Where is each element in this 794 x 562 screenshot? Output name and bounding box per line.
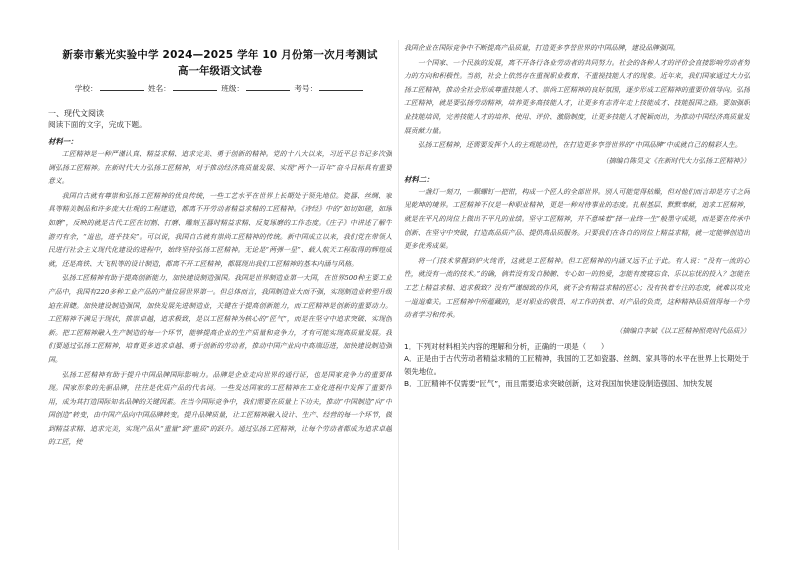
material-one-paragraph: 一个国家、一个民族的发展，离不开各行各业劳动者的共同努力。社会的各种人才的评价会直接影响劳动者努力的方向和积极性。当前，社会上依然存在重视职业教育、不重视技能人才的现象。近年来，我们国家通过大力弘扬工匠精神，推动全社会形成尊重技能人才、崇尚工匠精神的良好氛围，逐步形成工匠精神的重要价值导向。弘扬工匠精神，就是要弘扬劳动精神，培养更多高技能人才，让更多有志青年走上技能成才、技能报国之路。要加强职业技能培训，完善技能人才的培养、使用、评价、激励制度，让更多技能人才脱颖而出，为推动中国经济高质量发展贡献力量。 xyxy=(404,58,750,135)
material-two-source: （摘编自李斌《以工匠精神照亮时代品质》） xyxy=(615,326,750,335)
material-one-paragraph: 弘扬工匠精神有助于提高创新能力，加快建设制造强国。我国是世界制造业第一大国，在世界500种主要工业产品中，我国有220多种工业产品的产量位居世界第一。但总体而言，我国制造业大而不强，实现制造业转型升级迫在眉睫。加快建设制造强国，加快发展先进制造业，关键在于提高创新能力，而工匠精神是创新的重要动力。工匠精神不满足于现状，推崇卓越，追求极致，是以工匠精神为核心的“匠气”，而是在坚守中追求突破、实现创新。把工匠精神融入生产制造的每一个环节，能够提高企业的生产质量和竞争力，才有可能实现高质量发展。我们要通过弘扬工匠精神，培育更多追求卓越、勇于创新的劳动者，推动中国产业向中高端迈进，加快建设制造强国。 xyxy=(48,274,392,364)
school-label: 学校： xyxy=(74,84,98,93)
name-label: 姓名： xyxy=(148,84,171,93)
material-one-continuation: 我国企业在国际竞争中不断提高产品质量，打造更多享誉世界的中国品牌，建设品牌强国。 xyxy=(404,44,680,52)
material-two-paragraph: 将一门技术掌握到炉火纯青，这就是工匠精神。但工匠精神的内涵又远不止于此。有人说：“没有一流的心性，就没有一流的技术。”的确，倘若没有发自肺腑、专心如一的热爱，怎能有废寝忘食、乐以忘忧的投入？怎能在工艺上精益求精、追求极致？没有严谨细致的作风，就不会有精益求精的匠心；没有执着专注的态度，就难以攻克一道道难关。工匠精神中所蕴藏的，是对职业的敬畏、对工作的执着、对产品的负责，这种精神品质值得每一个劳动者学习和传承。 xyxy=(404,256,750,320)
material-one-paragraph: 弘扬工匠精神有助于提升中国品牌国际影响力。品牌是企业走向世界的通行证，也是国家竞争力的重要体现。国家形象的先驱品牌，往往是优质产品的代名词。一些发达国家的工匠精神在工业化进程中发挥了重要作用，成为其打造国际知名品牌的关键因素。在当今国际竞争中，我们需要在质量上下功夫，推动“中国制造”向“中国创造”转变，由中国产品向中国品牌转变。提升品牌质量，让工匠精神融入设计、生产、经营的每一个环节，做到精益求精、追求完美，实现产品从“重量”到“重质”的跃升。通过弘扬工匠精神，让每个劳动者都成为追求卓越的工匠，使 xyxy=(48,370,392,447)
material-two-label: 材料二： xyxy=(404,174,434,184)
left-column xyxy=(48,0,392,562)
material-one-paragraph: 弘扬工匠精神，还需要发挥个人的主观能动性，在打造更多享誉世界的“中国品牌”中成就自己的精彩人生。 xyxy=(417,141,742,150)
exam-title: 新泰市紫光实验中学 2024—2025 学年 10 月份第一次月考测试 xyxy=(62,49,378,61)
question-option-b[interactable]: B．工匠精神不仅需要“匠气”，而且需要追求突破创新，这对我国加快建设制造强国、加快发展 xyxy=(404,379,713,389)
class-label: 班级： xyxy=(221,84,244,93)
student-info-line xyxy=(48,82,392,94)
section-instruction: 阅读下面的文字，完成下题。 xyxy=(48,120,147,129)
class-blank[interactable] xyxy=(246,82,290,91)
right-column xyxy=(404,0,750,562)
question-stem: 1．下列对材料相关内容的理解和分析，正确的一项是（ ） xyxy=(404,341,609,351)
name-blank[interactable] xyxy=(173,82,217,91)
column-divider xyxy=(398,40,399,550)
question-option-a[interactable]: A．正是由于古代劳动者精益求精的工匠精神，我国的工艺如瓷器、丝绸、家具等的水平在世界上长期处于领先地位。 xyxy=(404,354,750,376)
exam-number-blank[interactable] xyxy=(319,82,363,91)
material-one-source: （摘编自陈昊文《在新时代大力弘扬工匠精神》） xyxy=(601,156,750,165)
school-blank[interactable] xyxy=(100,82,144,91)
material-one-label: 材料一： xyxy=(48,137,78,146)
material-two-paragraph: 一盏灯一刻刀，一颗螺钉一把钳，构成一个匠人的全部世界。别人可能觉得枯燥，但对他们而言却是方寸之间见乾坤的境界。工匠精神不仅是一种职业精神，更是一种对待事业的态度。扎根基层、默默奉献，追求工匠精神，就是在平凡的岗位上做出不平凡的业绩。坚守工匠精神，并不意味着“择一业终一生”般墨守成规，而是要在传承中创新、在坚守中突破，打造高品质产品、提供高品质服务。只要我们在各自的岗位上精益求精，就一定能够创造出更多优秀成果。 xyxy=(404,187,750,251)
exam-subtitle: 高一年级语文试卷 xyxy=(178,65,262,77)
exam-number-label: 考号： xyxy=(294,84,318,93)
section-heading: 一、现代文阅读 xyxy=(48,109,104,118)
material-one-paragraph: 我国自古就有尊崇和弘扬工匠精神的优良传统，一些工艺水平在世界上长期处于领先地位。瓷器、丝绸、家具等精美制品和许多庞大壮观的工程建造，都离不开劳动者精益求精的工匠精神。《诗经》中的“如切如磋，如琢如磨”，反映的就是古代工匠在切割、打磨、雕刻玉器时精益求精、反复琢磨的工作态度。《庄子》中讲述了解牛游刃有余，“道也，进乎技矣”。可以说，我国自古就有崇尚工匠精神的传统。新中国成立以来，我们党在带领人民进行社会主义现代化建设的进程中，始终坚持弘扬工匠精神。无论是“两弹一星”、载人航天工程取得的辉煌成就，还是高铁、大飞机等的设计制造，都离不开工匠精神，都展现出我们工匠精神的基本内涵与风格。 xyxy=(48,191,392,268)
material-one-paragraph: 工匠精神是一种严谨认真、精益求精、追求完美、勇于创新的精神。党的十八大以来，习近平总书记多次强调弘扬工匠精神。在新时代大力弘扬工匠精神，对于推动经济高质量发展、实现“两个一百年”奋斗目标具有重要意义。 xyxy=(48,150,392,186)
